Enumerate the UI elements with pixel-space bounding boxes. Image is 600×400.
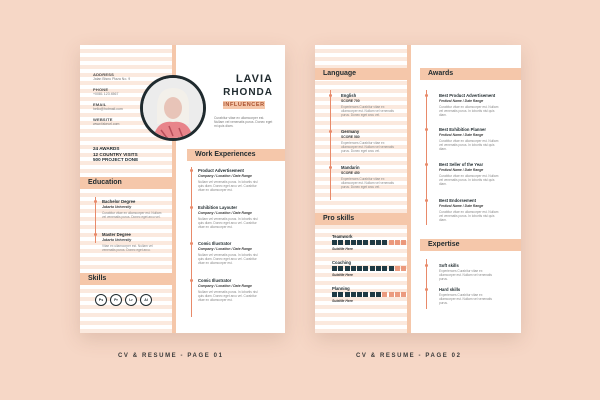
skill-level-block	[332, 240, 337, 245]
award-desc-4: Curabitur vitae ex ullamcorper est. Nullam vel venenatis purus. In lobortis nisl quis diam.	[439, 210, 499, 222]
award-sub-3: Festival Name / Date Range	[439, 168, 484, 172]
work-title-4: Comic Illustrator	[198, 278, 232, 283]
award-title-2: Best Exhibition Planner	[439, 127, 487, 132]
work-desc-4: Nullam vel venenatis purus. In lobortis nisl quis diam. Donec eget arcu vel. Curabitur vitae ex ullamcorper est.	[198, 290, 258, 302]
skill-level-block	[357, 292, 362, 297]
education-sub-2: Jakarta University	[102, 238, 132, 242]
skill-level-block	[382, 292, 387, 297]
intro-text: Curabitur vitae ex ullamcorper est. Nullam vel venenatis purus. Donec eget mi quis diam.	[214, 116, 273, 128]
skill-level-block	[357, 240, 362, 245]
work-sub-2: Company / Location / Date Range	[198, 211, 252, 215]
education-dot-2	[94, 233, 97, 236]
resume-page-1	[80, 45, 285, 333]
profile-photo-ring	[140, 75, 206, 141]
expertise-dot-2	[425, 288, 428, 291]
skill-level-block	[338, 240, 343, 245]
skill-premiere-badge: Pr	[110, 294, 122, 306]
highlight-projects: 500 PROJECT DONE	[93, 157, 139, 163]
skill-level-block	[395, 266, 400, 271]
skill-level-block	[370, 292, 375, 297]
skill-level-block	[401, 292, 406, 297]
skill-level-block	[389, 240, 394, 245]
award-desc-1: Curabitur vitae ex ullamcorper est. Nullam vel venenatis purus. In lobortis nisl quis diam.	[439, 105, 499, 117]
award-sub-4: Festival Name / Date Range	[439, 204, 484, 208]
pro-skill-bars-3	[332, 292, 406, 297]
pro-skill-sub-2: Subtitle Here	[332, 273, 353, 277]
language-desc-2: Experiences Curabitur vitae ex ullamcorper est. Nullam vel venenatis purus. Donec eget arcu vel.	[341, 141, 394, 153]
expertise-heading: Expertise	[428, 241, 460, 248]
skill-level-block	[401, 266, 406, 271]
expertise-desc-1: Experiences Curabitur vitae ex ullamcorper est. Nullam vel venenatis purus.	[439, 269, 492, 281]
award-desc-2: Curabitur vitae ex ullamcorper est. Nullam vel venenatis purus. In lobortis nisl quis diam.	[439, 139, 499, 151]
work-sub-1: Company / Location / Date Range	[198, 174, 252, 178]
skill-illustrator-badge: Ai	[140, 294, 152, 306]
skill-lightroom-badge: Lr	[125, 294, 137, 306]
award-dot-2	[425, 128, 428, 131]
skill-level-block	[345, 240, 350, 245]
language-score-2: SCORE 580	[341, 135, 360, 139]
award-title-3: Best Seller of the Year	[439, 162, 484, 167]
award-dot-3	[425, 163, 428, 166]
contact-label-email: EMAIL	[93, 102, 107, 107]
language-score-1: SCORE 700	[341, 99, 360, 103]
award-title-1: Best Product Advertisement	[439, 93, 496, 98]
language-dot-2	[329, 130, 332, 133]
education-heading-band	[80, 177, 172, 189]
work-heading: Work Experiences	[195, 151, 256, 158]
expertise-title-1: Soft skills	[439, 263, 459, 268]
language-dot-3	[329, 166, 332, 169]
award-title-4: Best Endorsement	[439, 198, 476, 203]
skill-level-block	[370, 240, 375, 245]
pro-skill-bars-1	[332, 240, 406, 245]
person-portrait-icon	[143, 78, 203, 138]
education-dot-1	[94, 200, 97, 203]
contact-label-address: ADDRESS	[93, 72, 114, 77]
work-desc-2: Nullam vel venenatis purus. In lobortis nisl quis diam. Donec eget arcu vel. Curabitur vitae ex ullamcorper est.	[198, 217, 258, 229]
awards-timeline	[426, 90, 427, 225]
work-desc-3: Nullam vel venenatis purus. In lobortis nisl quis diam. Donec eget arcu vel. Curabitur vitae ex ullamcorper est.	[198, 253, 258, 265]
pro-skill-sub-1: Subtitle Here	[332, 247, 353, 251]
awards-heading: Awards	[428, 70, 454, 77]
contact-label-website: WEBSITE	[93, 117, 113, 122]
award-sub-1: Festival Name / Date Range	[439, 99, 484, 103]
profile-photo	[143, 78, 203, 138]
page-2-caption: CV & RESUME - PAGE 02	[356, 353, 462, 359]
skill-level-block	[363, 240, 368, 245]
work-dot-3	[190, 242, 193, 245]
pro-skills-heading: Pro skills	[323, 215, 355, 222]
skill-level-block	[389, 266, 394, 271]
language-heading: Language	[323, 70, 357, 77]
skill-level-block	[345, 292, 350, 297]
skill-level-block	[351, 266, 356, 271]
contact-value-email: hello@hotmail.com	[93, 107, 123, 111]
skill-level-block	[401, 240, 406, 245]
language-dot-1	[329, 94, 332, 97]
education-sub-1: Jakarta University	[102, 205, 132, 209]
page-1-caption: CV & RESUME - PAGE 01	[118, 353, 224, 359]
language-title-1: English	[341, 93, 357, 98]
pro-skill-title-3: Planning	[332, 286, 350, 291]
work-sub-3: Company / Location / Date Range	[198, 247, 252, 251]
work-sub-4: Company / Location / Date Range	[198, 284, 252, 288]
award-dot-1	[425, 94, 428, 97]
skill-level-block	[338, 292, 343, 297]
skill-level-block	[363, 266, 368, 271]
contact-label-phone: PHONE	[93, 87, 109, 92]
skill-level-block	[338, 266, 343, 271]
education-title-1: Bachelor Degree	[102, 199, 136, 204]
role-badge	[223, 101, 265, 109]
work-title-1: Product Advertisement	[198, 168, 244, 173]
skill-level-block	[382, 240, 387, 245]
skill-photoshop-badge: Ps	[95, 294, 107, 306]
skill-level-block	[370, 266, 375, 271]
contact-value-website: www.fakeurl.com	[93, 122, 120, 126]
highlight-visits: 12 COUNTRY VISITS	[93, 151, 138, 157]
language-heading-band	[315, 68, 407, 80]
skill-level-block	[376, 240, 381, 245]
award-dot-4	[425, 199, 428, 202]
pro-skill-bars-2	[332, 266, 406, 271]
pro-skill-sub-3: Subtitle Here	[332, 299, 353, 303]
skill-level-block	[382, 266, 387, 271]
column-divider-2	[407, 45, 411, 333]
name-first: LAVIA	[235, 73, 273, 85]
skills-heading: Skills	[88, 275, 107, 282]
skill-level-block	[376, 292, 381, 297]
work-desc-1: Nullam vel venenatis purus. In lobortis nisl quis diam. Donec eget arcu vel. Curabitur vitae ex ullamcorper est.	[198, 180, 258, 192]
role-text: INFLUENCER	[223, 102, 265, 108]
language-title-3: Mandarin	[341, 165, 360, 170]
expertise-desc-2: Experiences Curabitur vitae ex ullamcorper est. Nullam vel venenatis purus.	[439, 293, 492, 305]
skill-level-block	[351, 292, 356, 297]
expertise-title-2: Hard skills	[439, 287, 461, 292]
award-desc-3: Curabitur vitae ex ullamcorper est. Nullam vel venenatis purus. In lobortis nisl quis diam.	[439, 174, 499, 186]
left-column-stripes-2	[315, 45, 407, 333]
education-title-2: Master Degree	[102, 232, 131, 237]
education-desc-1: Curabitur vitae ex ullamcorper est. Nullam vel venenatis purus. Donec eget arcu vel.	[102, 211, 162, 219]
highlights	[93, 146, 138, 163]
language-timeline	[330, 90, 331, 200]
language-score-3: SCORE 450	[341, 171, 360, 175]
award-sub-2: Festival Name / Date Range	[439, 133, 484, 137]
skill-level-block	[395, 240, 400, 245]
expertise-dot-1	[425, 264, 428, 267]
education-desc-2: Vitae ex ullamcorper est. Nullam vel venenatis purus. Donec eget arcu.	[102, 244, 153, 252]
skill-level-block	[351, 240, 356, 245]
skill-level-block	[357, 266, 362, 271]
work-dot-2	[190, 206, 193, 209]
work-dot-1	[190, 169, 193, 172]
work-heading-band	[187, 149, 285, 161]
skill-level-block	[376, 266, 381, 271]
pro-skills-heading-band	[315, 213, 407, 225]
contact-block	[93, 72, 130, 126]
skills-heading-band	[80, 273, 172, 285]
skill-level-block	[389, 292, 394, 297]
language-desc-3: Experiences Curabitur vitae ex ullamcorper est. Nullam vel venenatis purus. Donec eget arcu vel.	[341, 177, 394, 189]
skill-level-block	[345, 266, 350, 271]
awards-heading-band	[420, 68, 521, 80]
pro-skill-title-1: Teamwork	[332, 234, 353, 239]
work-title-3: Comic Illustrator	[198, 241, 232, 246]
skill-level-block	[395, 292, 400, 297]
resume-page-2	[315, 45, 521, 333]
education-heading: Education	[88, 179, 122, 186]
education-timeline	[95, 197, 96, 243]
expertise-heading-band	[420, 239, 521, 251]
skill-level-block	[332, 292, 337, 297]
contact-value-address: Jalan Bisnu Plaza No. 9	[93, 77, 131, 81]
highlight-awards: 24 AWARDS	[93, 146, 120, 151]
work-title-2: Exhibition Layouter	[198, 205, 238, 210]
pro-skill-title-2: Coaching	[332, 260, 352, 265]
language-desc-1: Experiences Curabitur vitae ex ullamcorper est. Nullam vel venenatis purus. Donec eget arcu vel.	[341, 105, 394, 117]
skill-level-block	[363, 292, 368, 297]
contact-value-phone: +0081 123 4567	[93, 92, 119, 96]
language-title-2: Germany	[341, 129, 360, 134]
name-last: RHONDA	[223, 87, 273, 98]
skill-level-block	[332, 266, 337, 271]
work-dot-4	[190, 279, 193, 282]
